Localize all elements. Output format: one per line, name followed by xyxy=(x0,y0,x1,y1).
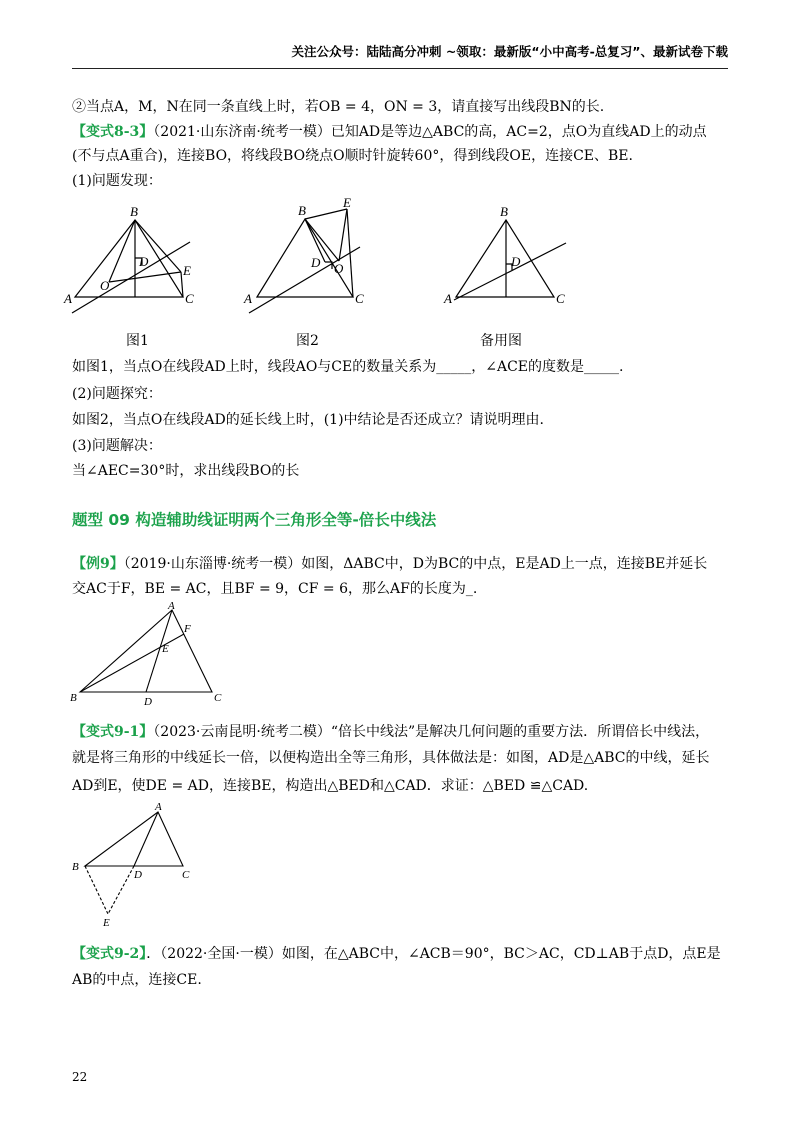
label-O: O xyxy=(100,278,110,293)
label-B: B xyxy=(500,204,508,219)
label-E: E xyxy=(343,195,351,210)
label-A: A xyxy=(168,600,175,612)
figure-spare xyxy=(440,200,590,320)
text-line: 如图2，当点O在线段AD的延长线上时，(1)中结论是否还成立？请说明理由. xyxy=(72,412,544,428)
label-A: A xyxy=(155,801,162,813)
figure-example-9 xyxy=(70,600,240,710)
label-E: E xyxy=(162,643,169,655)
header-rule xyxy=(72,68,728,69)
label-D: D xyxy=(134,869,142,881)
text-line xyxy=(72,554,732,574)
figure-caption: 备用图 xyxy=(480,333,522,349)
label-D: D xyxy=(139,254,149,269)
text-line: (不与点A重合)，连接BO，将线段BO绕点O顺时针旋转60°，得到线段OE，连接CE、BE. xyxy=(72,148,633,164)
label-B: B xyxy=(130,204,138,219)
label-C: C xyxy=(355,291,364,306)
label-C: C xyxy=(185,291,194,306)
text-line: 当∠AEC=30°时，求出线段BO的长 xyxy=(72,463,300,479)
text-line: AB的中点，连接CE. xyxy=(72,972,202,988)
figure-variant-9-1 xyxy=(70,800,210,930)
text-line xyxy=(72,722,732,742)
example-text: （2019·山东淄博·统考一模）如图，ΔABC中，D为BC的中点，E是AD上一点，连接BE并延长 xyxy=(123,556,708,572)
label-A: A xyxy=(244,291,252,306)
label-E: E xyxy=(103,917,110,929)
label-C: C xyxy=(556,291,565,306)
label-D: D xyxy=(144,696,152,708)
text-line: 交AC于F，BE = AC，且BF = 9，CF = 6，那么AF的长度为_. xyxy=(72,581,478,597)
label-A: A xyxy=(64,291,72,306)
variant-text: （2023·云南昆明·统考二模）“倍长中线法”是解决几何问题的重要方法．所谓倍长中线法， xyxy=(153,724,710,740)
label-F: F xyxy=(184,623,191,635)
label-E: E xyxy=(183,263,191,278)
label-D: D xyxy=(511,254,521,269)
variant-tag: 【变式8-3】 xyxy=(72,124,154,140)
label-B: B xyxy=(72,861,79,873)
example-tag: 【例9】 xyxy=(72,556,124,572)
page-number: 22 xyxy=(72,1070,88,1084)
label-D: D xyxy=(311,255,321,270)
section-title: 题型 09 构造辅助线证明两个三角形全等-倍长中线法 xyxy=(72,511,437,529)
variant-tag: 【变式9-1】 xyxy=(72,724,154,740)
text-line: (2)问题探究： xyxy=(72,386,162,402)
variant-text: （2021·山东济南·统考一模）已知AD是等边△ABC的高，AC=2，点O为直线AD上的动点 xyxy=(153,124,707,140)
figure-caption: 图2 xyxy=(296,333,319,349)
figure-caption: 图1 xyxy=(126,333,149,349)
label-B: B xyxy=(70,692,77,704)
label-A: A xyxy=(444,291,452,306)
label-C: C xyxy=(214,692,222,704)
variant-text: ．（2022·全国·一模）如图，在△ABC中，∠ACB＝90°，BC＞AC，CD⊥AB于点D，点E是 xyxy=(146,946,721,962)
page-header: 关注公众号：陆陆高分冲刺 ~领取：最新版“小中高考-总复习”、最新试卷下载 xyxy=(291,44,728,59)
label-C: C xyxy=(182,869,190,881)
figure-1 xyxy=(60,200,210,320)
variant-tag: 【变式9-2】 xyxy=(72,946,147,962)
label-O: O xyxy=(334,261,344,276)
text-line: (1)问题发现： xyxy=(72,173,162,189)
text-line xyxy=(72,944,732,964)
text-line xyxy=(72,122,732,142)
text-line: 就是将三角形的中线延长一倍，以便构造出全等三角形，具体做法是：如图，AD是△ABC的中线，延长 xyxy=(72,750,710,766)
label-B: B xyxy=(298,203,306,218)
text-line: (3)问题解决： xyxy=(72,438,162,454)
text-line: 如图1，当点O在线段AD上时，线段AO与CE的数量关系为_____，∠ACE的度数是_____. xyxy=(72,359,624,375)
text-line: ②当点A，M，N在同一条直线上时，若OB = 4，ON = 3，请直接写出线段BN的长. xyxy=(72,99,605,115)
figure-2 xyxy=(235,195,385,320)
text-line: AD到E，使DE = AD，连接BE，构造出△BED和△CAD．求证：△BED ≌△CAD. xyxy=(72,778,589,794)
